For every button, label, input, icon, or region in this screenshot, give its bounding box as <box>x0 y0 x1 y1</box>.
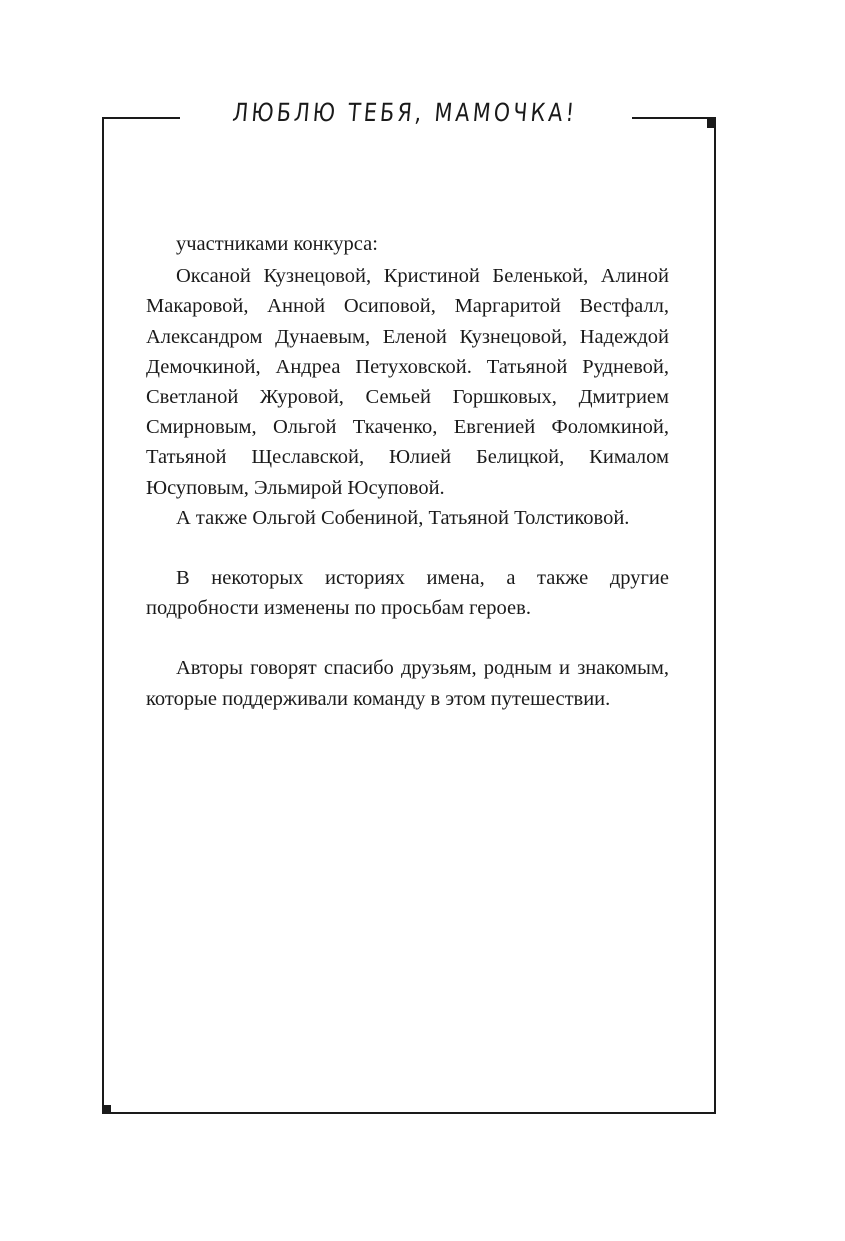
names-changed-note: В некоторых историях имена, а также другие подробности изменены по просьбам героев. <box>146 567 669 620</box>
thanks-paragraph: Авторы говорят спасибо друзьям, родным и знакомым, которые поддерживали команду в этом путешествии. <box>146 657 669 710</box>
frame-bottom-edge <box>102 1112 716 1114</box>
page-body <box>146 229 669 714</box>
running-title: ЛЮБЛЮ ТЕБЯ, МАМОЧКА! <box>231 98 579 127</box>
frame-corner-square-bottom-left <box>102 1105 111 1114</box>
contest-participants-paragraph: Оксаной Кузнецовой, Кристиной Беленькой, Алиной Макаровой, Анной Осиповой, Маргаритой Вестфалл, Александром Дунаевым, Еленой Кузнецовой, Надеждой Демочкиной, Андреа Петуховской. Татьяной Рудневой, Светланой Журовой, Семьей Горшковых, Дмитрием Смирновым, Ольгой Ткаченко, Евгенией Фоломкиной, Татьяной Щеславской, Юлией Белицкой, Кималом Юсуповым, Эльмирой Юсуповой. <box>146 265 669 499</box>
paragraph-gap <box>146 533 669 563</box>
intro-paragraph: участниками конкурса: <box>176 233 378 255</box>
frame-top-right-segment <box>632 117 716 119</box>
frame-top-left-segment <box>102 117 180 119</box>
frame-right-edge <box>714 117 716 1114</box>
also-paragraph: А также Ольгой Собениной, Татьяной Толстиковой. <box>176 506 630 529</box>
paragraph-gap <box>146 623 669 653</box>
frame-left-edge <box>102 117 104 1114</box>
